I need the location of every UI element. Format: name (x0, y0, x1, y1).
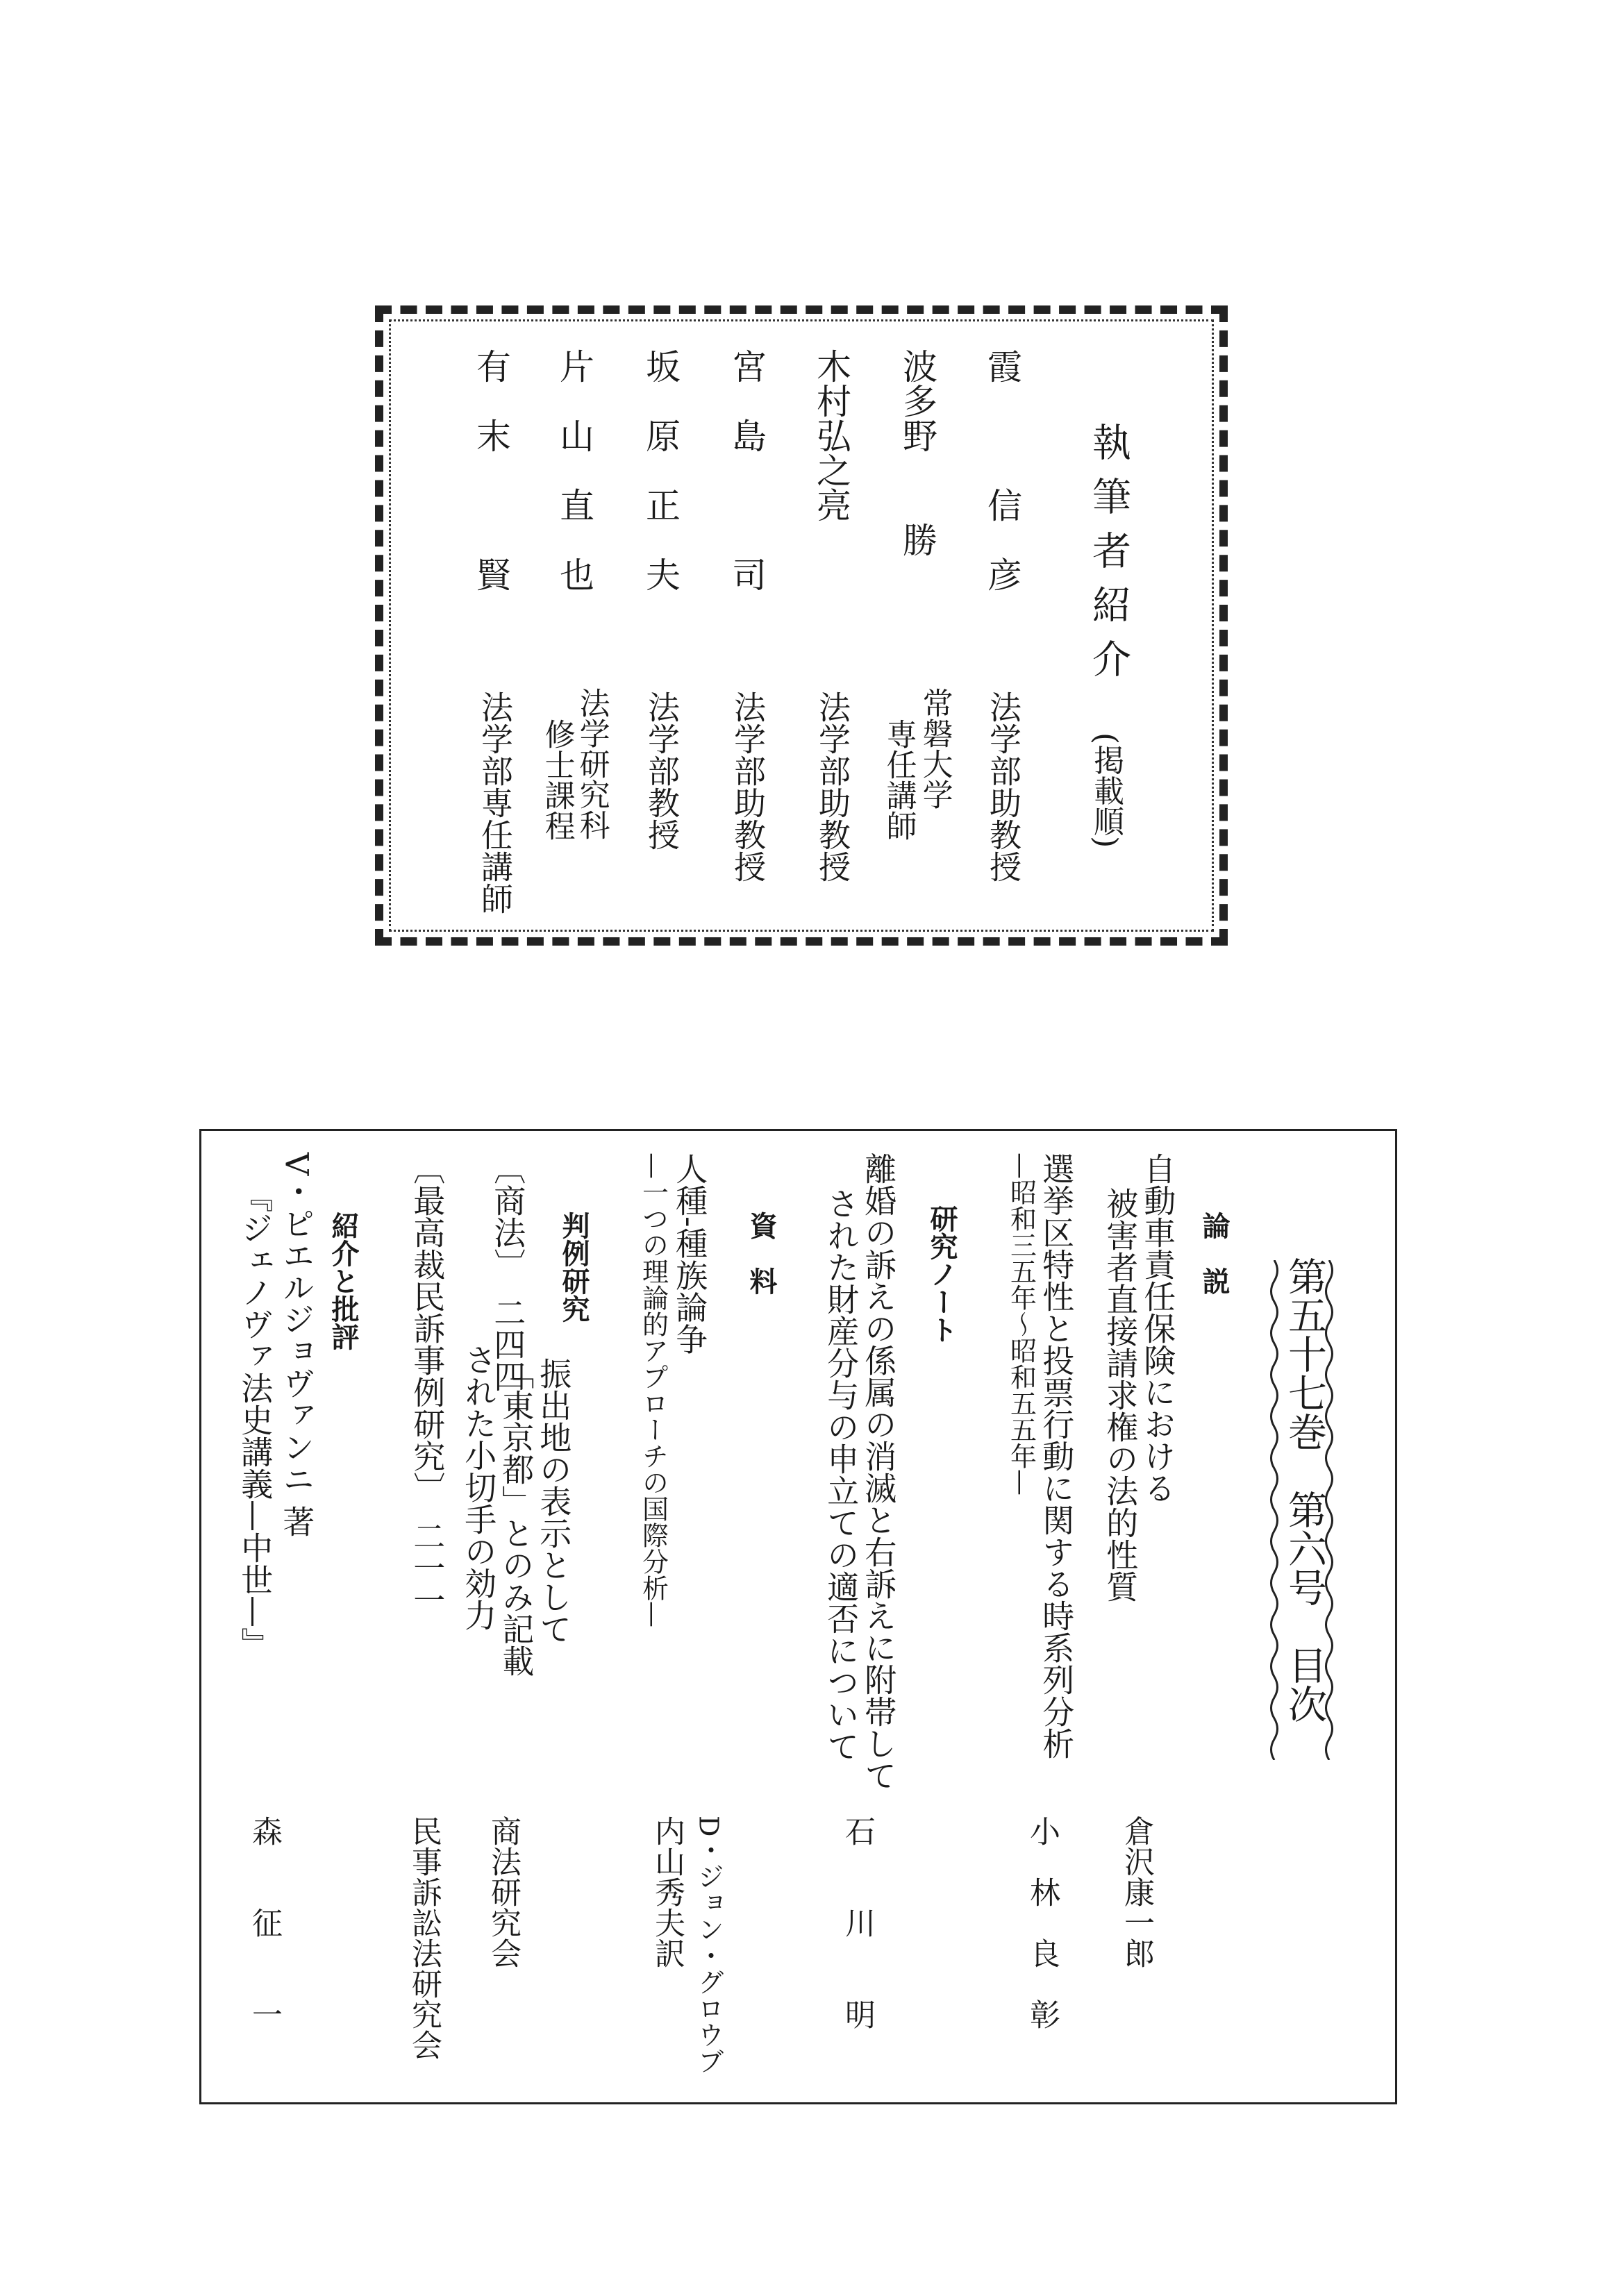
contributor-affiliation: 常磐大学 (917, 687, 953, 810)
article-author: 小 林 良 彰 (1024, 1816, 1060, 2029)
article-title: 被害者直接請求権の法的性質 (1101, 1187, 1140, 1602)
contributor-affiliation: 法学研究科 (574, 687, 610, 840)
contributor-name: 坂 原 正 夫 (640, 349, 681, 592)
article-title: 〔最高裁民訴事例研究〕 二一一 (408, 1153, 447, 1616)
article-title: 〔商法〕 二四四 (489, 1153, 527, 1392)
contributor-name: 霞 信 彦 (982, 349, 1022, 592)
article-title: された財産分与の申立ての適否について (822, 1187, 860, 1762)
contributors-title: 執筆者紹介 (1086, 422, 1131, 693)
contributor-name: 片 山 直 也 (554, 349, 594, 592)
contributor-name: 波多野 勝 (897, 349, 937, 557)
article-author: 民事訴訟法研究会 (406, 1816, 442, 2060)
section-heading: 研究ノート (926, 1205, 958, 1343)
article-title: 選挙区特性と投票行動に関する時系列分析 (1037, 1153, 1076, 1759)
article-author: 倉沢康一郎 (1119, 1816, 1154, 1968)
article-title: —昭和三五年〜昭和五五年— (1006, 1153, 1037, 1495)
contributor-affiliation: 法学部助教授 (729, 691, 767, 882)
contributor-affiliation: 法学部専任講師 (476, 691, 514, 914)
article-title: 『ジェノヴァ法史講義—中世—』 (236, 1180, 274, 1659)
contributor-affiliation: 法学部教授 (643, 691, 681, 850)
contributors-subtitle: (掲載順) (1088, 732, 1124, 848)
article-author: 森 征 一 (247, 1816, 282, 2029)
article-author: 内山秀夫訳 (649, 1816, 685, 1968)
article-title: 自動車責任保険における (1139, 1153, 1177, 1504)
contributor-name: 有 末 賢 (471, 349, 511, 592)
wavy-border-ornament (1268, 1260, 1281, 1760)
article-title: 振出地の表示として (535, 1357, 573, 1645)
article-author: 石 川 明 (840, 1816, 875, 2029)
section-heading: 紹介と批評 (327, 1212, 359, 1350)
article-title: 「東京都」とのみ記載 (497, 1357, 535, 1677)
issue-title: 第五十七巻 第六号 目次 (1282, 1257, 1327, 1723)
section-heading: 論 説 (1198, 1212, 1230, 1295)
article-title: 人種-種族論争 (671, 1153, 709, 1355)
contributor-name: 宮 島 司 (726, 349, 767, 592)
article-author: D・ジョン・グロウブ (693, 1816, 724, 2075)
article-title: 離婚の訴えの係属の消滅と右訴えに附帯して (860, 1153, 898, 1791)
contributor-affiliation: 専任講師 (881, 719, 917, 841)
article-title: —一つの理論的アプローチの国際分析— (637, 1153, 669, 1627)
contributor-affiliation: 法学部助教授 (814, 691, 851, 882)
contributor-affiliation: 修士課程 (539, 719, 575, 841)
contributor-name: 木村弘之亮 (811, 349, 851, 522)
section-heading: 判例研究 (558, 1212, 590, 1323)
article-title: された小切手の効力 (460, 1343, 498, 1631)
article-title: V・ピエルジョヴァンニ 著 (278, 1153, 316, 1537)
contributor-affiliation: 法学部助教授 (985, 691, 1022, 882)
article-author: 商法研究会 (485, 1816, 521, 1968)
section-heading: 資 料 (745, 1212, 777, 1295)
